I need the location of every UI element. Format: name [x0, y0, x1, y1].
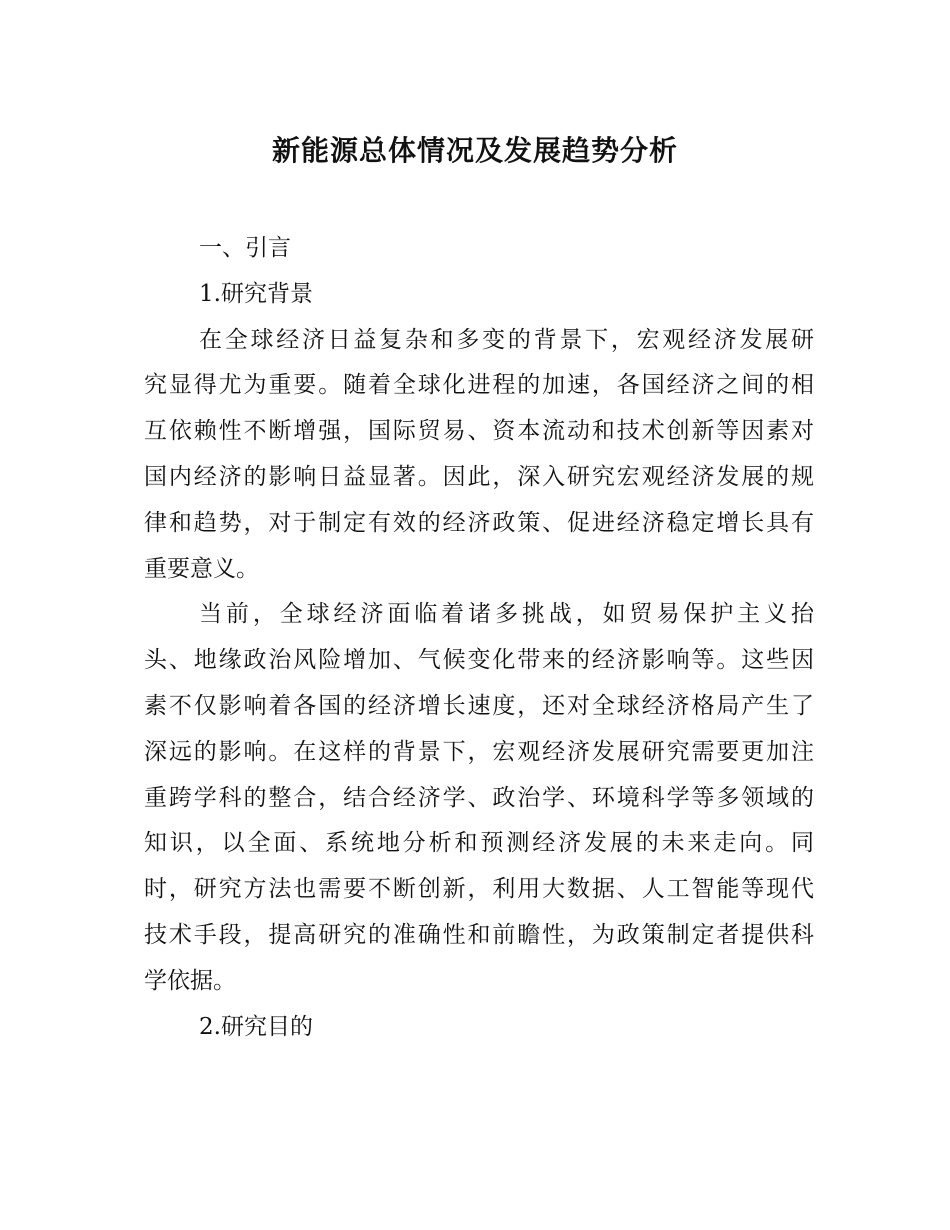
paragraph-line: 学依据。 — [144, 967, 236, 994]
paragraph-line: 时，研究方法也需要不断创新，利用大数据、人工智能等现代 — [144, 876, 814, 903]
paragraph-line: 重跨学科的整合，结合经济学、政治学、环境科学等多领域的 — [144, 784, 814, 811]
paragraph-line: 技术手段，提高研究的准确性和前瞻性，为政策制定者提供科 — [144, 921, 814, 948]
section-heading-introduction: 一、引言 — [199, 235, 291, 261]
paragraph-line: 深远的影响。在这样的背景下，宏观经济发展研究需要更加注 — [144, 738, 814, 765]
paragraph-research-background-2 — [144, 592, 814, 1004]
document-title: 新能源总体情况及发展趋势分析 — [271, 133, 678, 167]
paragraph-line: 律和趋势，对于制定有效的经济政策、促进经济稳定增长具有 — [144, 509, 814, 536]
paragraph-line: 知识，以全面、系统地分析和预测经济发展的未来走向。同 — [144, 830, 814, 857]
paragraph-line: 国内经济的影响日益显著。因此，深入研究宏观经济发展的规 — [144, 463, 814, 490]
paragraph-line: 究显得尤为重要。随着全球化进程的加速，各国经济之间的相 — [144, 372, 814, 399]
paragraph-line: 当前，全球经济面临着诸多挑战，如贸易保护主义抬 — [199, 601, 814, 628]
paragraph-line: 素不仅影响着各国的经济增长速度，还对全球经济格局产生了 — [144, 692, 814, 719]
paragraph-line: 重要意义。 — [144, 555, 259, 582]
paragraph-line: 头、地缘政治风险增加、气候变化带来的经济影响等。这些因 — [144, 647, 814, 674]
document-body — [144, 226, 814, 1050]
subsection-heading-research-purpose: 2.研究目的 — [199, 1013, 313, 1040]
paragraph-line: 在全球经济日益复杂和多变的背景下，宏观经济发展研 — [199, 326, 814, 353]
subsection-heading-research-background: 1.研究背景 — [199, 280, 313, 307]
paragraph-research-background-1 — [144, 318, 814, 593]
paragraph-line: 互依赖性不断增强，国际贸易、资本流动和技术创新等因素对 — [144, 418, 814, 445]
